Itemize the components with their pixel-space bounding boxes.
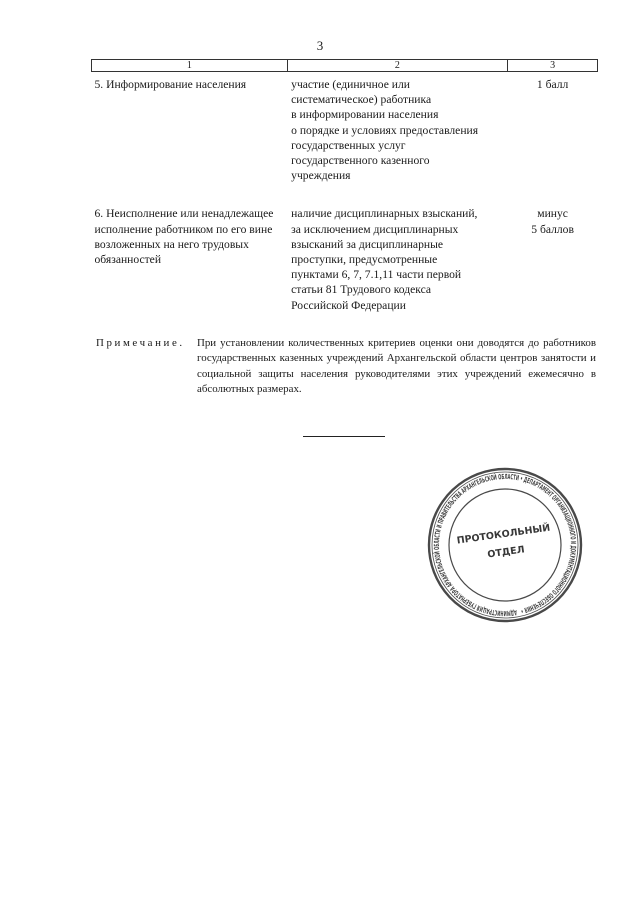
stamp-center-line-2: ОТДЕЛ — [486, 544, 526, 561]
description-line: государственных услуг — [291, 138, 406, 152]
note-label: Примечание. — [96, 337, 185, 349]
description-cell — [287, 201, 508, 330]
description-line: о порядке и условиях предоставления — [291, 123, 479, 137]
note-block — [96, 336, 596, 398]
description-line: систематическое) работника — [291, 93, 432, 107]
criterion-cell: 5. Информирование населения — [94, 78, 247, 91]
score-cell — [508, 201, 598, 330]
criteria-table — [91, 59, 598, 331]
score-line: 1 балл — [536, 78, 569, 91]
note-text: При установлении количественных критериев оценки они доводятся до работников государственных казенных учреждений Архангельской области центров занятости и социальной защиты населения руководителями этих учреждений ежемесячно в абсолютных размерах. — [197, 337, 596, 396]
column-header-1: 1 — [92, 60, 288, 72]
table-header-row — [92, 60, 598, 72]
score-cell — [508, 72, 598, 202]
score-line: 5 баллов — [531, 222, 574, 236]
description-line: в информировании населения — [291, 108, 439, 122]
description-line: государственного казенного — [291, 154, 430, 168]
column-header-2: 2 — [287, 60, 508, 72]
criterion-cell: 6. Неисполнение или ненадлежащее исполнение работником по его вине возложенных на него трудовых обязанностей — [94, 207, 274, 267]
page-number: 3 — [316, 38, 324, 53]
stamp-center-line-1: ПРОТОКОЛЬНЫЙ — [456, 522, 551, 547]
column-header-3: 3 — [508, 60, 598, 72]
description-line: проступки, предусмотренные — [291, 253, 438, 267]
description-line: участие (единичное или — [291, 78, 410, 91]
description-line: пунктами 6, 7, 7.1,11 части первой — [291, 268, 462, 282]
description-line: наличие дисциплинарных взысканий, — [291, 207, 478, 221]
end-rule — [303, 436, 385, 437]
description-line: за исключением дисциплинарных — [291, 222, 459, 236]
description-line: взысканий за дисциплинарные — [291, 237, 444, 251]
description-line: статьи 81 Трудового кодекса — [291, 283, 432, 297]
description-cell — [287, 72, 508, 202]
score-line: минус — [537, 207, 568, 221]
description-line: учреждения — [291, 169, 351, 183]
stamp-ring-text: АДМИНИСТРАЦИЯ ГУБЕРНАТОРА АРХАНГЕЛЬСКОЙ ОБЛАСТИ И ПРАВИТЕЛЬСТВА АРХАНГЕЛЬСКОЙ ОБЛАСТИ • ДЕПАРТАМЕНТ ОРГАНИЗАЦИОННОГО И ДОКУМЕНТАЦИОННОГО ОБЕСПЕЧЕНИЯ • — [431, 471, 579, 619]
table-row — [92, 72, 598, 202]
description-line: Российской Федерации — [291, 298, 406, 312]
stamp-seal — [425, 465, 585, 625]
table-row — [92, 201, 598, 330]
